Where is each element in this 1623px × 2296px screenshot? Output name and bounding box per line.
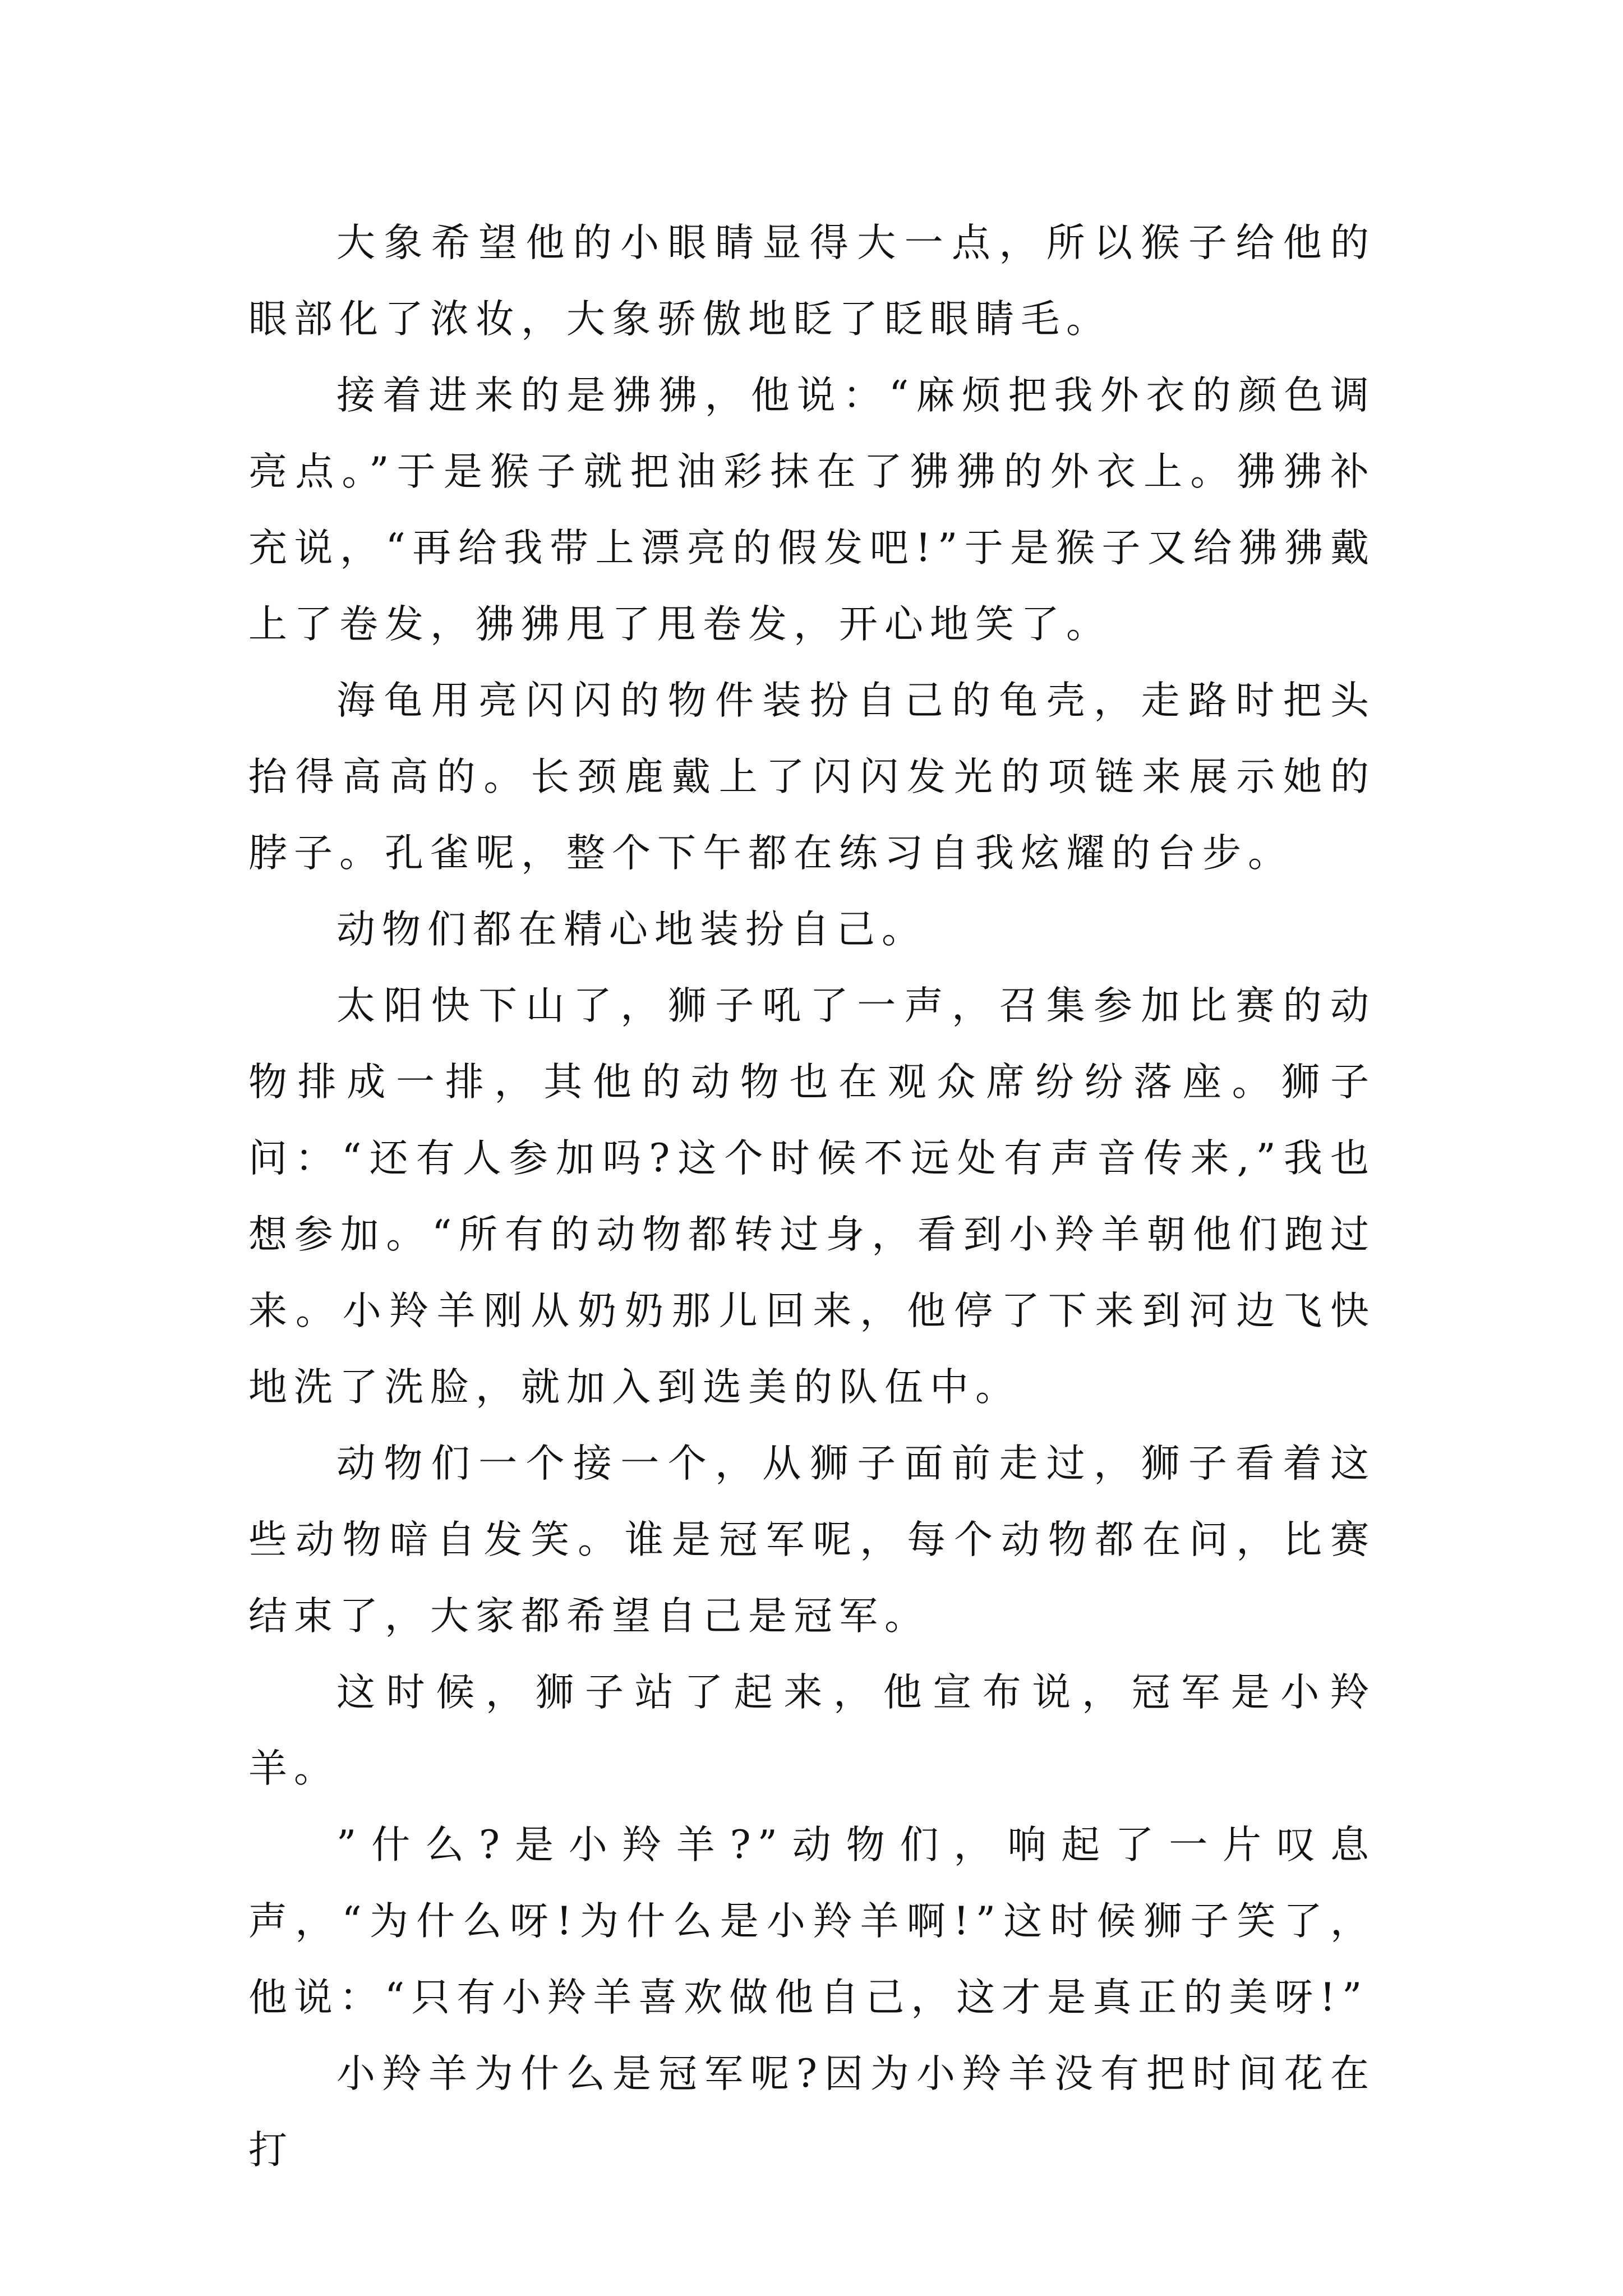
- paragraph-1: 大象希望他的小眼睛显得大一点，所以猴子给他的眼部化了浓妆，大象骄傲地眨了眨眼睛毛。: [248, 220, 1376, 342]
- paragraph-9: 小羚羊为什么是冠军呢?因为小羚羊没有把时间花在打: [248, 2051, 1376, 2173]
- paragraph-3: 海龟用亮闪闪的物件装扮自己的龟壳，走路时把头抬得高高的。长颈鹿戴上了闪闪发光的项链来展示她的脖子。孔雀呢，整个下午都在练习自我炫耀的台步。: [248, 678, 1376, 876]
- paragraph-8: ”什么?是小羚羊?”动物们，响起了一片叹息声，“为什么呀!为什么是小羚羊啊!”这时候狮子笑了，他说：“只有小羚羊喜欢做他自己，这才是真正的美呀!”: [248, 1823, 1376, 2020]
- paragraph-6: 动物们一个接一个，从狮子面前走过，狮子看着这些动物暗自发笑。谁是冠军呢，每个动物都在问，比赛结束了，大家都希望自己是冠军。: [248, 1441, 1376, 1639]
- document-body: [248, 205, 1376, 2188]
- paragraph-4: 动物们都在精心地装扮自己。: [336, 907, 927, 952]
- paragraph-2: 接着进来的是狒狒，他说：“麻烦把我外衣的颜色调亮点。”于是猴子就把油彩抹在了狒狒的外衣上。狒狒补充说，“再给我带上漂亮的假发吧!”于是猴子又给狒狒戴上了卷发，狒狒甩了甩卷发，开心地笑了。: [248, 373, 1376, 647]
- paragraph-7: 这时候，狮子站了起来，他宣布说，冠军是小羚羊。: [248, 1670, 1376, 1791]
- paragraph-5: 太阳快下山了，狮子吼了一声，召集参加比赛的动物排成一排，其他的动物也在观众席纷纷落座。狮子问：“还有人参加吗?这个时候不远处有声音传来,”我也想参加。“所有的动物都转过身，看到小羚羊朝他们跑过来。小羚羊刚从奶奶那儿回来，他停了下来到河边飞快地洗了洗脸，就加入到选美的队伍中。: [248, 983, 1376, 1410]
